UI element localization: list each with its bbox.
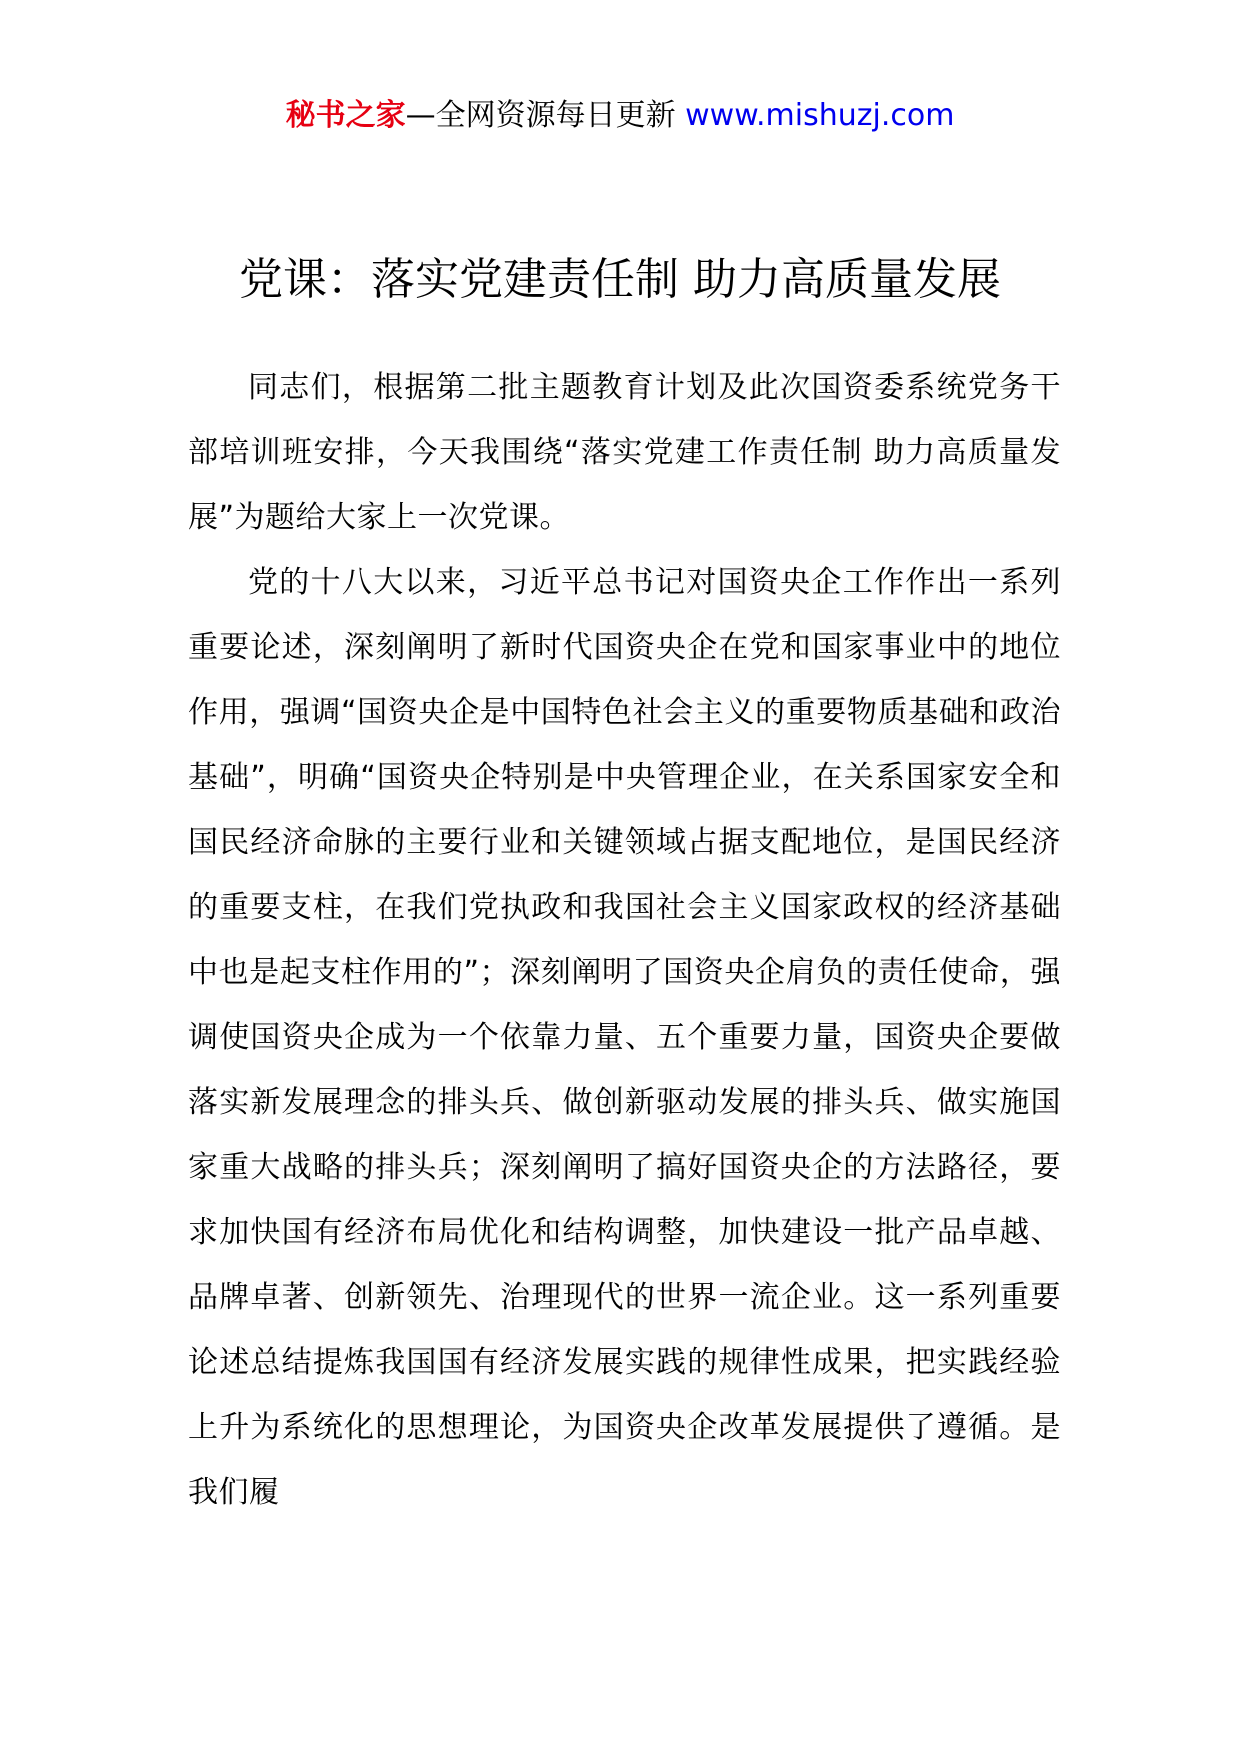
site-brand: 秘书之家: [285, 98, 406, 133]
document-title: 党课：落实党建责任制 助力高质量发展: [239, 254, 1001, 305]
site-header: [0, 96, 1240, 136]
body-paragraph: 同志们，根据第二批主题教育计划及此次国资委系统党务干部培训班安排，今天我围绕“落实党建工作责任制 助力高质量发展”为题给大家上一次党课。: [188, 370, 1061, 535]
site-tagline: —全网资源每日更新: [405, 98, 686, 133]
document-body: [188, 355, 1061, 1525]
site-url-link[interactable]: www.mishuzj.com: [685, 98, 955, 133]
body-paragraph: 党的十八大以来，习近平总书记对国资央企工作作出一系列重要论述，深刻阐明了新时代国资央企在党和国家事业中的地位作用，强调“国资央企是中国特色社会主义的重要物质基础和政治基础”，明确“国资央企特别是中央管理企业，在关系国家安全和国民经济命脉的主要行业和关键领域占据支配地位，是国民经济的重要支柱，在我们党执政和我国社会主义国家政权的经济基础中也是起支柱作用的”；深刻阐明了国资央企肩负的责任使命，强调使国资央企成为一个依靠力量、五个重要力量，国资央企要做落实新发展理念的排头兵、做创新驱动发展的排头兵、做实施国家重大战略的排头兵；深刻阐明了搞好国资央企的方法路径，要求加快国有经济布局优化和结构调整，加快建设一批产品卓越、品牌卓著、创新领先、治理现代的世界一流企业。这一系列重要论述总结提炼我国国有经济发展实践的规律性成果，把实践经验上升为系统化的思想理论，为国资央企改革发展提供了遵循。是我们履: [188, 565, 1061, 1510]
